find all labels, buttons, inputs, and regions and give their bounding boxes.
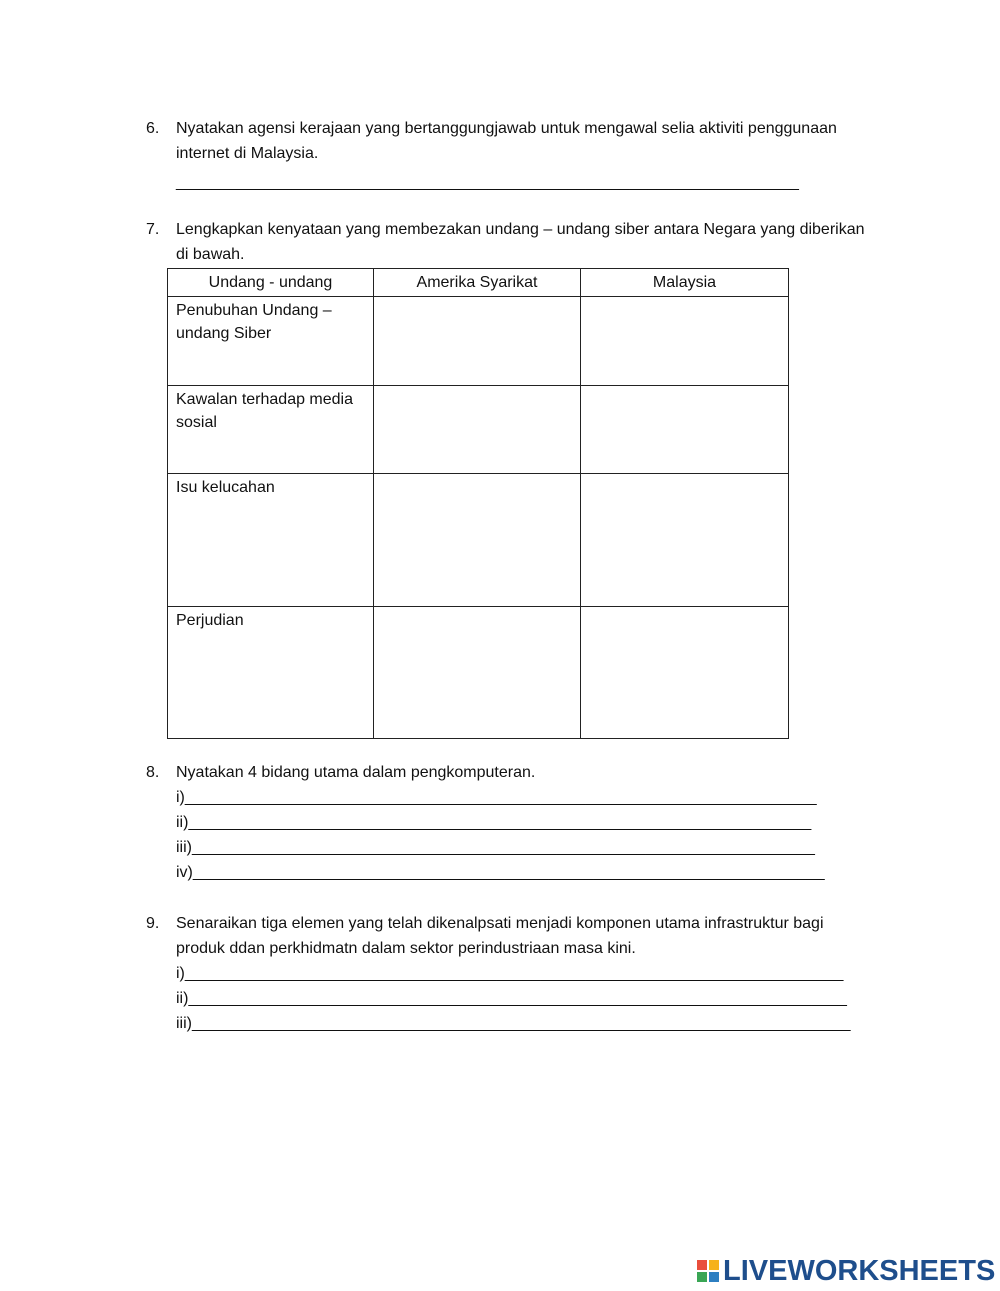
answer-cell[interactable] (581, 386, 789, 474)
answer-cell[interactable] (374, 607, 581, 739)
column-header: Amerika Syarikat (374, 269, 581, 297)
table-row (168, 607, 789, 739)
question-text: Nyatakan 4 bidang utama dalam pengkomputeran. (176, 764, 536, 781)
table-row (168, 297, 789, 386)
table-row (168, 386, 789, 474)
column-header: Undang - undang (168, 269, 374, 297)
answer-line[interactable]: ______________________________________________________________________ (176, 174, 799, 191)
question-text: di bawah. (176, 246, 245, 263)
table-row (168, 474, 789, 607)
question-text: Lengkapkan kenyataan yang membezakan undang – undang siber antara Negara yang diberikan (176, 221, 865, 238)
answer-line[interactable]: ii)______________________________________________________________________ (176, 814, 812, 831)
question-text: Senaraikan tiga elemen yang telah dikenalpsati menjadi komponen utama infrastruktur bagi (176, 915, 824, 932)
logo-text: LIVEWORKSHEETS (723, 1254, 996, 1287)
answer-line[interactable]: iii)__________________________________________________________________________ (176, 1015, 851, 1032)
answer-cell[interactable] (374, 386, 581, 474)
row-label: Isu kelucahan (168, 474, 374, 607)
logo-icon (697, 1260, 719, 1282)
question-number: 7. (146, 221, 160, 238)
answer-line[interactable]: i)_______________________________________________________________________ (176, 789, 817, 806)
question-text: internet di Malaysia. (176, 145, 319, 162)
row-label: Perjudian (168, 607, 374, 739)
question-text: Nyatakan agensi kerajaan yang bertanggungjawab untuk mengawal selia aktiviti penggunaan (176, 120, 837, 137)
question-number: 9. (146, 915, 160, 932)
answer-cell[interactable] (374, 474, 581, 607)
question-text: produk ddan perkhidmatn dalam sektor perindustriaan masa kini. (176, 940, 636, 957)
answer-cell[interactable] (581, 297, 789, 386)
question-number: 8. (146, 764, 160, 781)
logo-square-icon (697, 1260, 707, 1270)
row-label: Penubuhan Undang – undang Siber (168, 297, 374, 386)
row-label: Kawalan terhadap media sosial (168, 386, 374, 474)
logo-square-icon (697, 1272, 707, 1282)
answer-line[interactable]: ii)__________________________________________________________________________ (176, 990, 847, 1007)
answer-cell[interactable] (374, 297, 581, 386)
logo-square-icon (709, 1272, 719, 1282)
column-header: Malaysia (581, 269, 789, 297)
answer-line[interactable]: iii)______________________________________________________________________ (176, 839, 815, 856)
answer-cell[interactable] (581, 474, 789, 607)
question-number: 6. (146, 120, 160, 137)
table-header-row (168, 269, 789, 297)
liveworksheets-logo[interactable] (697, 1255, 995, 1287)
logo-square-icon (709, 1260, 719, 1270)
answer-line[interactable]: iv)_______________________________________________________________________ (176, 864, 825, 881)
comparison-table (167, 268, 789, 739)
answer-cell[interactable] (581, 607, 789, 739)
answer-line[interactable]: i)__________________________________________________________________________ (176, 965, 844, 982)
